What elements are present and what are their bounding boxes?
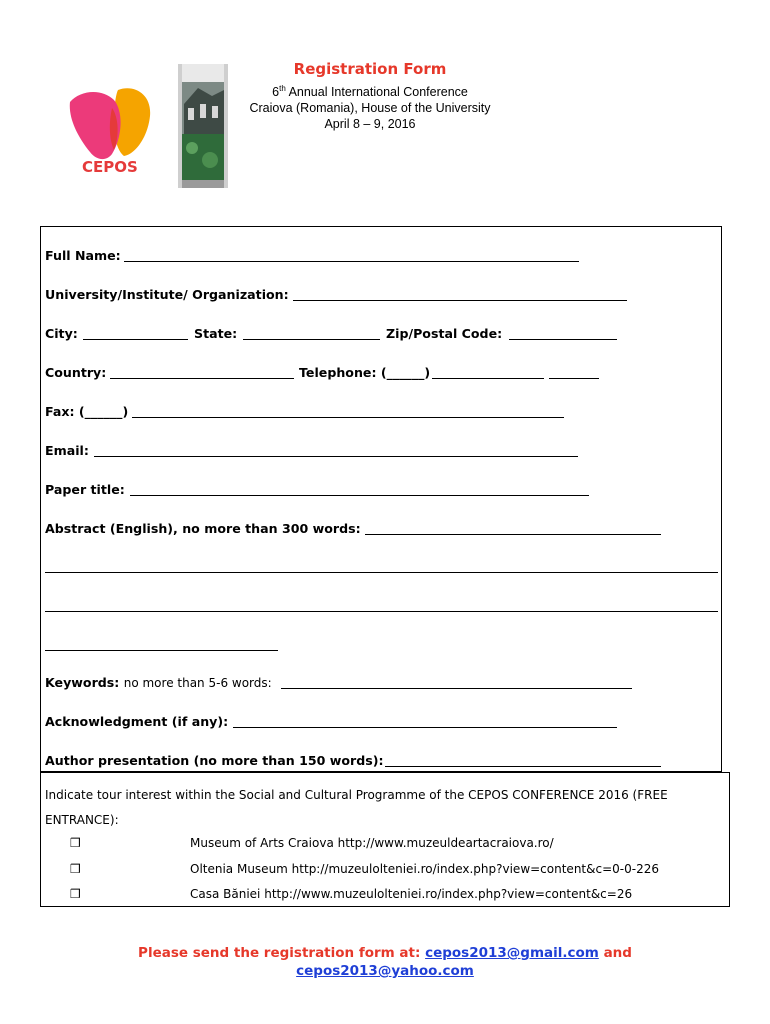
city-label: City:: [45, 326, 78, 341]
submission-instructions: [100, 944, 670, 980]
state-label: State:: [194, 326, 238, 341]
tour-item[interactable]: [70, 862, 659, 876]
country-label: Country:: [45, 365, 107, 380]
university-label: University/Institute/ Organization:: [45, 287, 289, 302]
university-field[interactable]: [293, 300, 627, 301]
abstract-field-line-4[interactable]: [45, 650, 278, 651]
footer-prefix: Please send the registration form at:: [138, 945, 421, 961]
fax-label: Fax: (______): [45, 404, 129, 419]
ordinal-suffix: th: [279, 84, 286, 93]
telephone-label: Telephone: (______): [299, 365, 431, 380]
registration-form-box: [40, 226, 722, 772]
zip-field[interactable]: [509, 339, 617, 340]
abstract-field-line-1[interactable]: [365, 534, 661, 535]
yahoo-email-link[interactable]: cepos2013@yahoo.com: [296, 963, 474, 979]
acknowledgment-field[interactable]: [233, 727, 617, 728]
abstract-label: Abstract (English), no more than 300 words:: [45, 521, 361, 536]
author-presentation-field[interactable]: [385, 766, 661, 767]
fax-field[interactable]: [132, 417, 564, 418]
tour-intro-text: Indicate tour interest within the Social and Cultural Programme of the CEPOS CONFERENCE 2016 (FREE ENTRANCE):: [45, 788, 668, 827]
keywords-label: Keywords: no more than 5-6 words:: [45, 675, 272, 690]
author-presentation-label: Author presentation (no more than 150 words):: [45, 753, 384, 768]
state-field[interactable]: [243, 339, 380, 340]
conference-ordinal: 6: [272, 85, 280, 100]
acknowledgment-label: Acknowledgment (if any):: [45, 714, 229, 729]
gmail-email-link[interactable]: cepos2013@gmail.com: [425, 945, 599, 961]
conference-line: [186, 81, 554, 100]
telephone-ext-field[interactable]: [549, 378, 599, 379]
header: [186, 60, 554, 132]
full-name-label: Full Name:: [45, 248, 121, 263]
abstract-field-line-2[interactable]: [45, 572, 718, 573]
country-field[interactable]: [110, 378, 294, 379]
tour-item[interactable]: [70, 836, 554, 850]
checkbox-icon[interactable]: ❒: [70, 836, 81, 850]
keywords-field[interactable]: [281, 688, 632, 689]
footer-and: and: [603, 945, 632, 961]
cepos-logo-text: CEPOS: [82, 158, 138, 176]
conference-name: Annual International Conference: [288, 85, 468, 100]
zip-label: Zip/Postal Code:: [386, 326, 503, 341]
tour-item-label: Oltenia Museum http://muzeulolteniei.ro/index.php?view=content&c=0-0-226: [190, 862, 659, 876]
checkbox-icon[interactable]: ❒: [70, 862, 81, 876]
telephone-field[interactable]: [432, 378, 544, 379]
keywords-note: no more than 5-6 words:: [123, 676, 272, 690]
email-field[interactable]: [94, 456, 578, 457]
tour-item-label: Casa Băniei http://www.muzeulolteniei.ro/index.php?view=content&c=26: [190, 887, 633, 901]
tour-item-label: Museum of Arts Craiova http://www.muzeuldeartacraiova.ro/: [190, 836, 554, 850]
paper-title-label: Paper title:: [45, 482, 125, 497]
tour-item[interactable]: [70, 887, 632, 901]
abstract-field-line-3[interactable]: [45, 611, 718, 612]
checkbox-icon[interactable]: ❒: [70, 887, 81, 901]
email-label: Email:: [45, 443, 89, 458]
form-title: Registration Form: [293, 60, 447, 78]
conference-dates: April 8 – 9, 2016: [324, 117, 416, 132]
conference-location: Craiova (Romania), House of the University: [249, 101, 491, 116]
full-name-field[interactable]: [124, 261, 579, 262]
city-field[interactable]: [83, 339, 188, 340]
paper-title-field[interactable]: [130, 495, 589, 496]
